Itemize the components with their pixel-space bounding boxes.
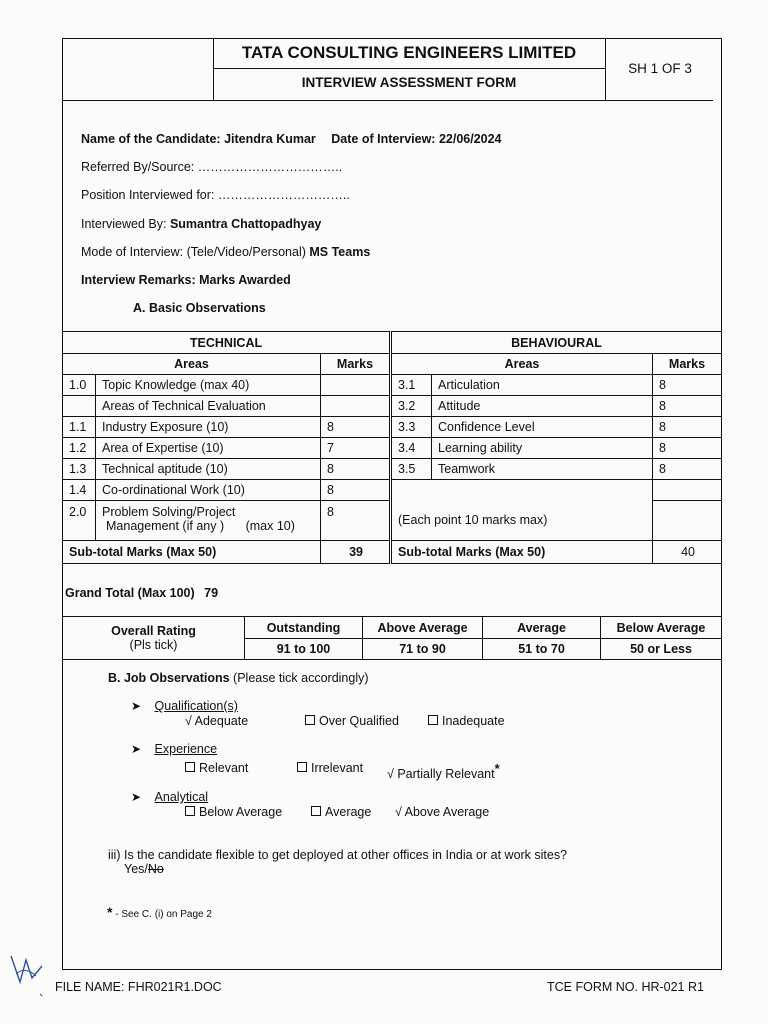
arrow-icon: ➤ [131, 790, 142, 804]
subtotal-row [63, 541, 390, 564]
technical-areas-header: Areas [63, 354, 321, 375]
technical-title: TECHNICAL [63, 332, 390, 354]
row-number: 3.3 [392, 417, 432, 438]
row-marks [321, 396, 390, 417]
experience-opt2-label: Irrelevant [311, 761, 364, 775]
checkbox-icon [185, 762, 195, 772]
row-marks: 8 [321, 480, 390, 501]
behavioural-areas-header: Areas [392, 354, 653, 375]
qualification-opt1[interactable]: √ Adequate [185, 714, 249, 728]
technical-table [62, 331, 390, 564]
signature-mark [6, 948, 54, 1000]
row-number [63, 396, 96, 417]
referred-line [81, 160, 342, 174]
answer-no: No [147, 862, 164, 876]
footnote-star: * [494, 761, 500, 776]
form-title: INTERVIEW ASSESSMENT FORM [301, 75, 517, 90]
analytical-heading [131, 790, 208, 804]
header-divider [62, 100, 713, 101]
row-marks: 8 [321, 417, 390, 438]
rating-label-cell [63, 617, 245, 660]
row-marks: 8 [653, 459, 722, 480]
row-number: 3.2 [392, 396, 432, 417]
candidate-name-label: Name of the Candidate: [81, 132, 221, 146]
row-number: 2.0 [63, 501, 96, 541]
checkbox-icon [297, 762, 307, 772]
checkbox-icon [185, 806, 195, 816]
checkbox-icon [428, 715, 438, 725]
qualification-heading [131, 699, 238, 713]
row-marks: 8 [321, 459, 390, 480]
section-b-title-bold: B. Job Observations [108, 671, 230, 685]
row-marks: 8 [653, 375, 722, 396]
table-row [392, 501, 722, 541]
row-number: 3.5 [392, 459, 432, 480]
analytical-label: Analytical [154, 790, 209, 804]
grand-total [65, 586, 218, 600]
row-area: Co-ordinational Work (10) [96, 480, 321, 501]
experience-heading [131, 742, 217, 756]
table-row [63, 396, 390, 417]
rating-table [62, 616, 722, 660]
rating-outstanding-range: 91 to 100 [245, 639, 363, 660]
row-number: 3.4 [392, 438, 432, 459]
row-area: Articulation [432, 375, 653, 396]
row-area: Confidence Level [432, 417, 653, 438]
table-row [392, 459, 722, 480]
behavioural-marks-header: Marks [653, 354, 722, 375]
row-area: Attitude [432, 396, 653, 417]
candidate-name: Jitendra Kumar [224, 132, 316, 146]
mode-line [81, 245, 370, 259]
qualification-opt2[interactable] [305, 714, 399, 728]
checkbox-icon [311, 806, 321, 816]
rating-average[interactable]: Average [483, 617, 601, 639]
experience-opt2[interactable] [297, 761, 363, 775]
experience-label: Experience [154, 742, 218, 756]
table-row [63, 438, 390, 459]
qualification-opt3[interactable] [428, 714, 505, 728]
analytical-opt1-label: Below Average [199, 805, 283, 819]
qualification-opt3-label: Inadequate [442, 714, 505, 728]
logo-area [62, 38, 214, 100]
arrow-icon: ➤ [131, 699, 142, 713]
row-area: Area of Expertise (10) [96, 438, 321, 459]
rating-sublabel: (Pls tick) [129, 638, 178, 652]
mode-label: Mode of Interview: (Tele/Video/Personal) [81, 245, 306, 259]
grand-total-value: 79 [204, 586, 219, 600]
section-b-title-rest: (Please tick accordingly) [233, 671, 369, 685]
grand-total-label: Grand Total (Max 100) [65, 586, 195, 600]
qualification-label: Qualification(s) [154, 699, 238, 713]
interview-date-label: Date of Interview: [331, 132, 436, 146]
table-row [392, 438, 722, 459]
remarks-label: Interview Remarks: Marks Awarded [81, 273, 291, 287]
section-b-title [108, 671, 369, 685]
row-number: 1.4 [63, 480, 96, 501]
table-row [63, 375, 390, 396]
sheet-number: SH 1 OF 3 [605, 38, 714, 100]
technical-subtotal: 39 [321, 541, 390, 564]
referred-value: …………………………….. [197, 160, 343, 174]
behavioural-note: (Each point 10 marks max) [392, 501, 653, 541]
row-number: 3.1 [392, 375, 432, 396]
row-area-line1: Problem Solving/Project [102, 505, 236, 519]
technical-marks-header: Marks [321, 354, 390, 375]
row-area: Learning ability [432, 438, 653, 459]
footer-form-number: TCE FORM NO. HR-021 R1 [547, 980, 704, 994]
row-marks: 8 [653, 417, 722, 438]
table-row [392, 375, 722, 396]
analytical-opt2-label: Average [325, 805, 372, 819]
position-line [81, 188, 350, 202]
row-area-line2-text: Management (if any ) [106, 519, 225, 533]
candidate-line [81, 132, 502, 146]
row-area: Industry Exposure (10) [96, 417, 321, 438]
experience-opt3[interactable] [387, 761, 500, 781]
empty-cell [653, 480, 722, 501]
row-area [96, 501, 321, 541]
footnote-text: - See C. (i) on Page 2 [112, 909, 212, 920]
table-row [63, 459, 390, 480]
technical-subtotal-label: Sub-total Marks (Max 50) [63, 541, 321, 564]
table-row [392, 480, 722, 501]
row-number: 1.3 [63, 459, 96, 480]
position-value: ………………………….. [217, 188, 350, 202]
behavioural-table [391, 331, 722, 564]
footer-file-name: FILE NAME: FHR021R1.DOC [55, 980, 222, 994]
row-marks: 8 [653, 396, 722, 417]
interviewer-label: Interviewed By: [81, 217, 167, 231]
table-row [63, 417, 390, 438]
behavioural-title: BEHAVIOURAL [392, 332, 722, 354]
row-area: Topic Knowledge (max 40) [96, 375, 321, 396]
row-marks: 8 [653, 438, 722, 459]
row-number: 1.0 [63, 375, 96, 396]
table-row [63, 501, 390, 541]
row-marks [321, 375, 390, 396]
rating-above-average[interactable]: Above Average [363, 617, 483, 639]
flexibility-answer [124, 862, 164, 876]
behavioural-subtotal-label: Sub-total Marks (Max 50) [392, 541, 653, 564]
rating-below-average-range: 50 or Less [601, 639, 722, 660]
row-area-line2 [102, 519, 314, 533]
analytical-opt3[interactable]: √ Above Average [395, 805, 490, 819]
table-row [392, 417, 722, 438]
referred-label: Referred By/Source: [81, 160, 195, 174]
row-marks: 7 [321, 438, 390, 459]
interviewer-name: Sumantra Chattopadhyay [169, 217, 322, 231]
position-label: Position Interviewed for: [81, 188, 215, 202]
interview-date: 22/06/2024 [438, 132, 502, 146]
footnote-mark: * [107, 904, 113, 920]
rating-above-average-range: 71 to 90 [363, 639, 483, 660]
mode-value: MS Teams [309, 245, 371, 259]
answer-yes: Yes/ [124, 862, 148, 876]
flexibility-question: iii) Is the candidate flexible to get deployed at other offices in India or at work sites? [108, 848, 568, 862]
analytical-opt1[interactable] [185, 805, 282, 819]
empty-cell [653, 501, 722, 541]
empty-cell [392, 480, 653, 501]
row-marks: 8 [321, 501, 390, 541]
behavioural-subtotal: 40 [653, 541, 722, 564]
row-number: 1.1 [63, 417, 96, 438]
row-area: Areas of Technical Evaluation [96, 396, 321, 417]
interviewer-line [81, 217, 321, 231]
experience-opt1-label: Relevant [199, 761, 249, 775]
arrow-icon: ➤ [131, 742, 142, 756]
checkbox-icon [305, 715, 315, 725]
analytical-opt2[interactable] [311, 805, 371, 819]
row-area: Technical aptitude (10) [96, 459, 321, 480]
rating-outstanding[interactable]: Outstanding [245, 617, 363, 639]
rating-label: Overall Rating [111, 624, 196, 638]
experience-opt3-label: √ Partially Relevant [387, 767, 495, 782]
experience-opt1[interactable] [185, 761, 248, 775]
company-name: TATA CONSULTING ENGINEERS LIMITED [213, 38, 605, 69]
footnote [107, 904, 212, 920]
subtotal-row [392, 541, 722, 564]
section-a-title: A. Basic Observations [133, 301, 266, 315]
rating-below-average[interactable]: Below Average [601, 617, 722, 639]
table-row [63, 480, 390, 501]
row-number: 1.2 [63, 438, 96, 459]
table-row [392, 396, 722, 417]
row-area-max: (max 10) [245, 519, 295, 533]
qualification-opt2-label: Over Qualified [319, 714, 399, 728]
rating-average-range: 51 to 70 [483, 639, 601, 660]
row-area: Teamwork [432, 459, 653, 480]
